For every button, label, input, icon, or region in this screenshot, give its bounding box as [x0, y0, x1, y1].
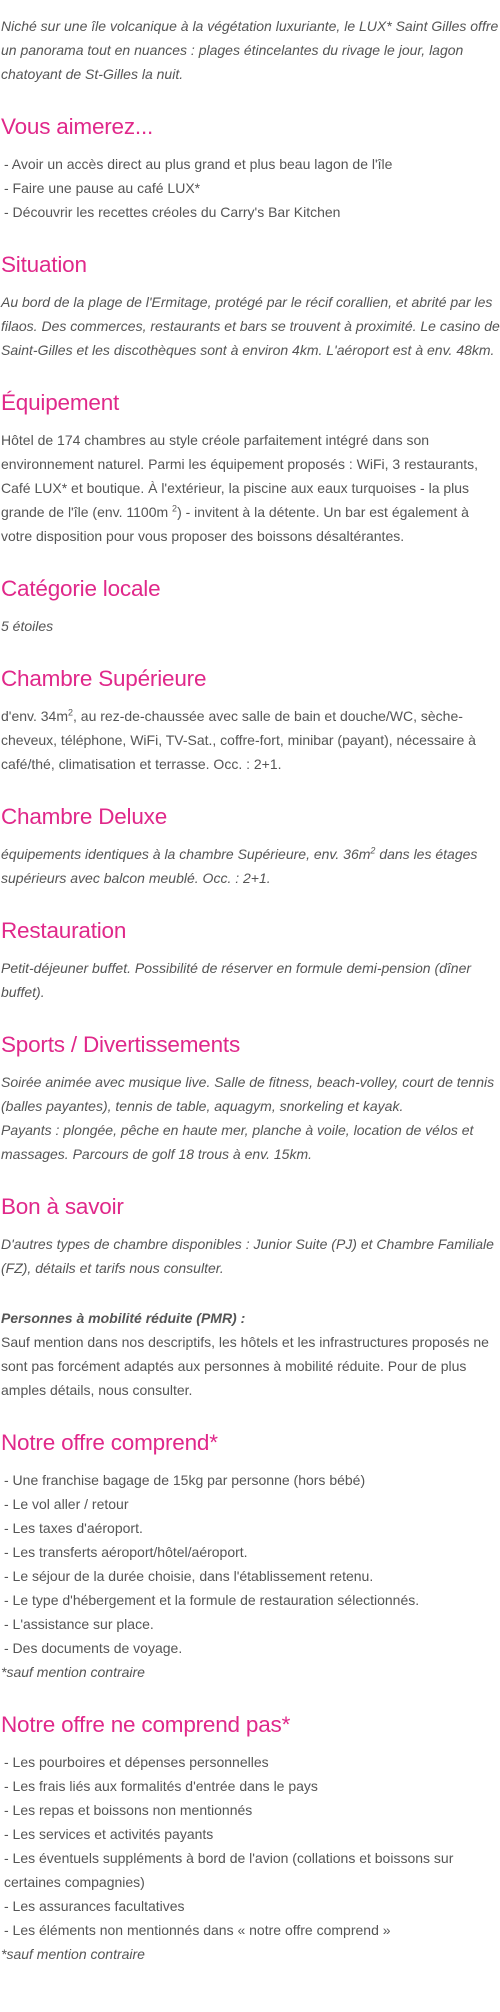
list-item: - Les services et activités payants [4, 1826, 214, 1842]
list-item: - Avoir un accès direct au plus grand et plus beau lagon de l'île [4, 156, 393, 172]
offre-comprend-note: *sauf mention contraire [1, 1664, 145, 1680]
chambre-deluxe-text-a: équipements identiques à la chambre Supérieure, env. 36m [1, 846, 371, 862]
equipement-text-a: Hôtel de 174 chambres au style créole parfaitement intégré dans son environnement naturel. Parmi les équipement proposés : WiFi, 3 restaurants, Café LUX* et boutique. À l'extérieur, la piscine aux eaux turquoises - la plus grande de l'île (env. 1100m [1, 432, 479, 520]
section-title: Notre offre ne comprend pas* [1, 1712, 291, 1737]
list-item: - Les assurances facultatives [4, 1898, 185, 1914]
chambre-sup-text [1, 704, 500, 776]
offre-comprend-list [1, 1468, 500, 1660]
offre-ne-comprend-note: *sauf mention contraire [1, 1946, 145, 1962]
intro-text: Niché sur une île volcanique à la végétation luxuriante, le LUX* Saint Gilles offre un panorama tout en nuances : plages étincelantes du rivage le jour, lagon chatoyant de St-Gilles la nuit. [1, 18, 499, 82]
list-item: - L'assistance sur place. [4, 1616, 154, 1632]
equipement-text [1, 428, 500, 548]
list-item: - Faire une pause au café LUX* [4, 180, 201, 196]
list-item: - Des documents de voyage. [4, 1640, 183, 1656]
section-offre-comprend [1, 1428, 500, 1684]
section-title: Restauration [1, 918, 127, 943]
list-item: - Les transferts aéroport/hôtel/aéroport. [4, 1544, 248, 1560]
section-title: Notre offre comprend* [1, 1430, 218, 1455]
section-bon-a-savoir [1, 1192, 500, 1402]
section-vous-aimerez [1, 112, 500, 224]
offre-ne-comprend-list [1, 1750, 500, 1942]
categorie-text: 5 étoiles [1, 618, 54, 634]
pmr-text: Sauf mention dans nos descriptifs, les hôtels et les infrastructures proposés ne sont pas forcément adaptés aux personnes à mobilité réduite. Pour de plus amples détails, nous consulter. [1, 1334, 489, 1398]
list-item: - Le séjour de la durée choisie, dans l'établissement retenu. [4, 1568, 374, 1584]
superscript: 2 [370, 845, 376, 856]
restauration-text: Petit-déjeuner buffet. Possibilité de réserver en formule demi-pension (dîner buffet). [1, 960, 472, 1000]
list-item: - Le type d'hébergement et la formule de restauration sélectionnés. [4, 1592, 420, 1608]
section-sports [1, 1030, 500, 1166]
section-title: Chambre Supérieure [1, 666, 207, 691]
section-title: Bon à savoir [1, 1194, 124, 1219]
sports-text: Soirée animée avec musique live. Salle de fitness, beach-volley, court de tennis (balles payantes), tennis de table, aquagym, snorkeling et kayak. [1, 1074, 495, 1114]
equipement-text-b: ) - invitent à la détente. Un bar est également à votre disposition pour vous proposer des boissons désaltérantes. [1, 504, 469, 544]
section-title: Sports / Divertissements [1, 1032, 241, 1057]
superscript: 2 [68, 707, 74, 718]
section-title: Équipement [1, 390, 120, 415]
list-item: - Les éventuels suppléments à bord de l'avion (collations et boissons sur certaines compagnies) [4, 1850, 454, 1890]
section-offre-ne-comprend [1, 1710, 500, 1966]
section-chambre-superieure [1, 664, 500, 776]
chambre-deluxe-text [1, 842, 500, 890]
section-chambre-deluxe [1, 802, 500, 890]
list-item: - Les frais liés aux formalités d'entrée dans le pays [4, 1778, 318, 1794]
list-item: - Le vol aller / retour [4, 1496, 129, 1512]
list-item: - Les pourboires et dépenses personnelles [4, 1754, 269, 1770]
section-restauration [1, 916, 500, 1004]
section-title: Catégorie locale [1, 576, 161, 601]
section-title: Situation [1, 252, 87, 277]
highlights-list [1, 152, 500, 224]
chambre-sup-text-a: d'env. 34m [1, 708, 69, 724]
list-item: - Les éléments non mentionnés dans « notre offre comprend » [4, 1922, 391, 1938]
list-item: - Les repas et boissons non mentionnés [4, 1802, 253, 1818]
section-title: Vous aimerez... [1, 114, 154, 139]
chambre-sup-text-b: , au rez-de-chaussée avec salle de bain et douche/WC, sèche-cheveux, téléphone, WiFi, TV-Sat., coffre-fort, minibar (payant), nécessaire à café/thé, climatisation et terrasse. Occ. : 2+1. [1, 708, 476, 772]
section-situation [1, 250, 500, 362]
sports-payants-text: Payants : plongée, pêche en haute mer, planche à voile, location de vélos et massages. Parcours de golf 18 trous à env. 15km. [1, 1122, 474, 1162]
section-equipement [1, 388, 500, 548]
situation-text: Au bord de la plage de l'Ermitage, protégé par le récif corallien, et abrité par les filaos. Des commerces, restaurants et bars se trouvent à proximité. Le casino de Saint-Gilles et les discothèques sont à environ 4km. L'aéroport est à env. 48km. [1, 294, 500, 358]
section-categorie [1, 574, 500, 638]
bon-a-savoir-text: D'autres types de chambre disponibles : Junior Suite (PJ) et Chambre Familiale (FZ), détails et tarifs nous consulter. [1, 1236, 494, 1276]
section-title: Chambre Deluxe [1, 804, 168, 829]
list-item: - Découvrir les recettes créoles du Carry's Bar Kitchen [4, 204, 341, 220]
pmr-title: Personnes à mobilité réduite (PMR) : [1, 1310, 246, 1326]
list-item: - Une franchise bagage de 15kg par personne (hors bébé) [4, 1472, 366, 1488]
superscript: 2 [172, 503, 178, 514]
chambre-deluxe-text-b: dans les étages supérieurs avec balcon meublé. Occ. : 2+1. [1, 846, 478, 886]
list-item: - Les taxes d'aéroport. [4, 1520, 143, 1536]
